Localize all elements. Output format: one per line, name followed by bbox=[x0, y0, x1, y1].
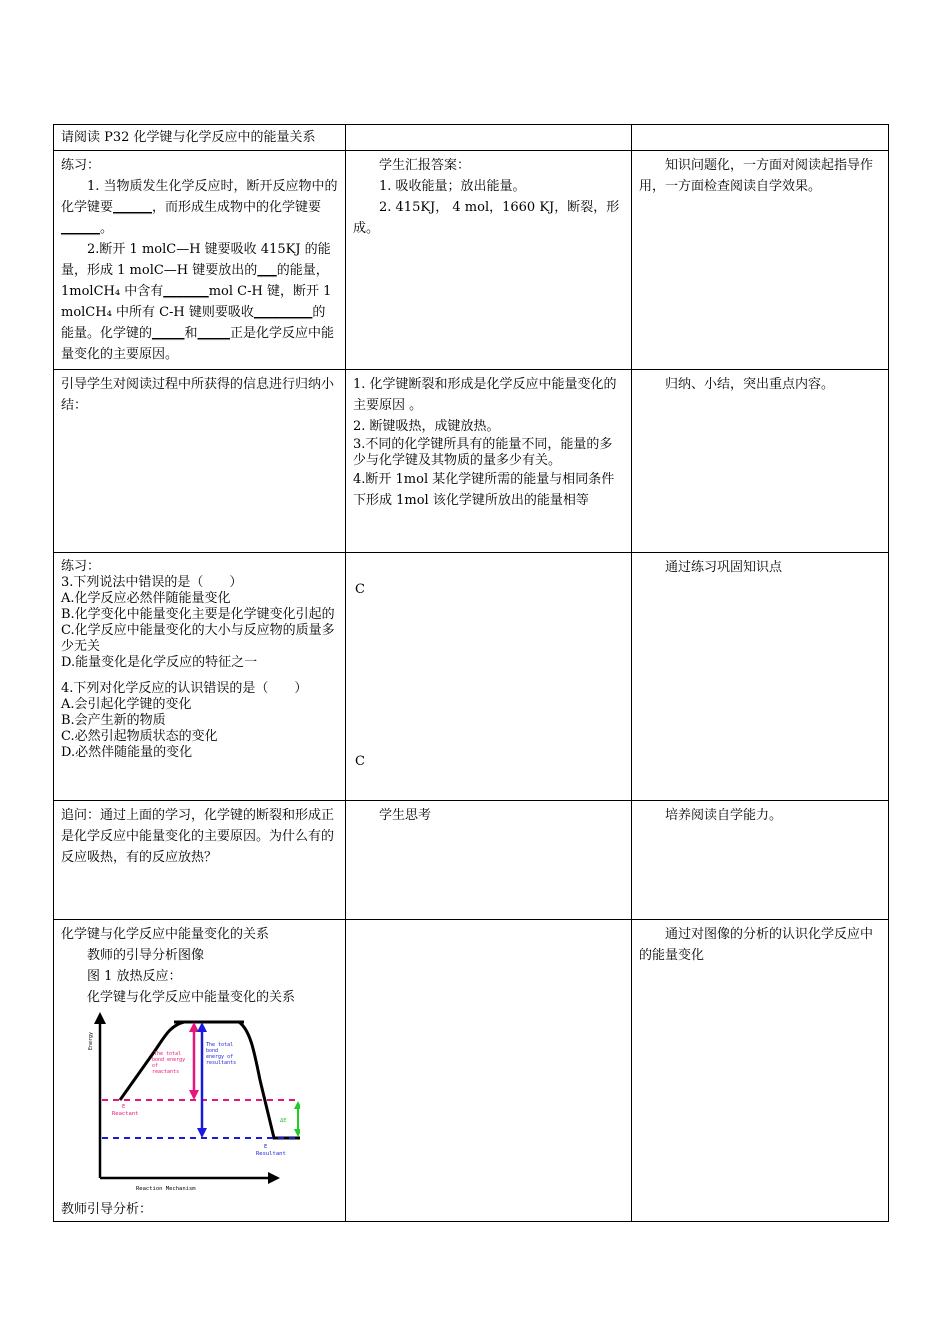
purpose-text: 通过练习巩固知识点 bbox=[665, 560, 783, 575]
q2-text: mol C-H 键，断开 1 molCH₄ 中所有 C-H 键则要吸收 bbox=[61, 284, 332, 320]
multiple-choice-cell bbox=[54, 553, 346, 801]
reading-task-cell bbox=[54, 125, 346, 151]
table-row bbox=[54, 125, 889, 151]
resultant-bond-label: The total bbox=[206, 1042, 234, 1048]
answer-4: C bbox=[355, 754, 365, 769]
purpose-cell bbox=[632, 151, 889, 370]
summary-prompt: 引导学生对阅读过程中所获得的信息进行归纳小结： bbox=[61, 377, 335, 413]
purpose-text: 知识问题化，一方面对阅读起指导作用，一方面检查阅读自学效果。 bbox=[639, 158, 874, 194]
q2-blank: ___ bbox=[257, 263, 277, 278]
purpose-cell bbox=[632, 370, 889, 553]
summary-point-2: 2. 断键吸热，成键放热。 bbox=[353, 419, 500, 434]
q2-text: 的能量。化学键的 bbox=[61, 305, 326, 341]
purpose-text: 归纳、小结，突出重点内容。 bbox=[665, 377, 835, 392]
exercise-cell bbox=[54, 151, 346, 370]
option-b: B.化学变化中能量变化主要是化学键变化引起的 bbox=[61, 607, 335, 622]
reading-task-text: 请阅读 P32 化学键与化学反应中的能量关系 bbox=[61, 130, 316, 145]
question-4: 4.下列对化学反应的认识错误的是（ ） bbox=[61, 681, 308, 696]
exercise-heading: 练习： bbox=[61, 559, 101, 574]
empty-cell bbox=[346, 125, 632, 151]
purpose-text: 通过对图像的分析的认识化学反应中的能量变化 bbox=[639, 927, 874, 963]
answer-1: 1. 吸收能量；放出能量。 bbox=[379, 179, 526, 194]
reactant-label: Reactant bbox=[112, 1111, 139, 1117]
option-c: C.化学反应中能量变化的大小与反应物的质量多少无关 bbox=[61, 623, 335, 654]
q1-text: ，而形成生成物中的化学键要 bbox=[152, 200, 322, 215]
energy-diagram-cell bbox=[54, 920, 346, 1222]
purpose-text: 培养阅读自学能力。 bbox=[665, 808, 783, 823]
q2-blank: _____ bbox=[197, 326, 231, 341]
q1-text: 。 bbox=[100, 221, 114, 236]
option-d: D.必然伴随能量的变化 bbox=[61, 745, 193, 760]
purpose-cell bbox=[632, 920, 889, 1222]
lesson-plan-table bbox=[53, 124, 889, 1222]
reactant-bond-label: of bbox=[152, 1063, 159, 1069]
resultant-label-e: E bbox=[264, 1144, 268, 1150]
option-a: A.会引起化学键的变化 bbox=[61, 697, 192, 712]
student-activity-cell bbox=[346, 801, 632, 920]
exercise-heading: 练习： bbox=[61, 158, 101, 173]
table-row bbox=[54, 553, 889, 801]
summary-point-4: 4.断开 1mol 某化学键所需的能量与相同条件下形成 1mol 该化学键所放出的能量相等 bbox=[353, 472, 615, 508]
summary-point-3: 3.不同的化学键所具有的能量不同，能量的多少与化学键及其物质的量多少有关。 bbox=[353, 437, 613, 468]
answer-2: 2. 415KJ， 4 mol，1660 KJ，断裂，形成。 bbox=[353, 200, 620, 236]
option-a: A.化学反应必然伴随能量变化 bbox=[61, 591, 231, 606]
table-row bbox=[54, 920, 889, 1222]
empty-cell bbox=[346, 920, 632, 1222]
section-title: 化学键与化学反应中能量变化的关系 bbox=[61, 927, 270, 942]
q2-text: 的能量，1molCH₄ 中含有 bbox=[61, 263, 329, 299]
q2-text: 正是化学反应中能量变化的主要原因。 bbox=[61, 326, 335, 362]
answer-heading: 学生汇报答案： bbox=[379, 158, 471, 173]
question-2 bbox=[61, 239, 338, 365]
figure-caption: 图 1 放热反应： bbox=[87, 969, 182, 984]
summary-cell bbox=[346, 370, 632, 553]
followup-question: 追问：通过上面的学习，化学键的断裂和形成正是化学反应中能量变化的主要原因。为什么有的反应吸热，有的反应放热？ bbox=[61, 808, 335, 865]
q1-text: 1. 当物质发生化学反应时，断开反应物中的化学键要 bbox=[61, 179, 338, 215]
purpose-cell bbox=[632, 553, 889, 801]
resultant-label: Resultant bbox=[256, 1151, 286, 1157]
option-b: B.会产生新的物质 bbox=[61, 713, 166, 728]
reactant-bond-label: reactants bbox=[152, 1069, 180, 1075]
option-c: C.必然引起物质状态的变化 bbox=[61, 729, 218, 744]
empty-cell bbox=[632, 125, 889, 151]
q2-blank: _______ bbox=[163, 284, 209, 299]
q1-blank: ______ bbox=[113, 200, 153, 215]
choice-answer-cell bbox=[346, 553, 632, 801]
answer-cell bbox=[346, 151, 632, 370]
q2-blank: _________ bbox=[253, 305, 313, 320]
table-row bbox=[54, 151, 889, 370]
answer-3: C bbox=[355, 582, 365, 597]
energy-diagram bbox=[54, 1010, 300, 1192]
summary-prompt-cell bbox=[54, 370, 346, 553]
x-axis-label: Reaction Mechanism bbox=[136, 1186, 196, 1192]
reactant-bond-label: The total bbox=[154, 1051, 182, 1057]
q2-text: 2.断开 1 molC—H 键要吸收 415KJ 的能量，形成 1 molC—H 键要放出的 bbox=[61, 242, 331, 278]
resultant-bond-label: resultants bbox=[206, 1060, 237, 1066]
guide-line: 教师的引导分析图像 bbox=[87, 948, 205, 963]
student-activity: 学生思考 bbox=[379, 808, 432, 823]
y-axis-label: Energy bbox=[88, 1031, 94, 1050]
reactant-bond-label: bond energy bbox=[152, 1057, 186, 1063]
followup-question-cell bbox=[54, 801, 346, 920]
question-1 bbox=[61, 176, 338, 239]
figure-subtitle: 化学键与化学反应中能量变化的关系 bbox=[87, 990, 296, 1005]
summary-point-1: 1. 化学键断裂和形成是化学反应中能量变化的主要原因 。 bbox=[353, 377, 617, 413]
table-row bbox=[54, 801, 889, 920]
q2-blank: _____ bbox=[152, 326, 185, 341]
resultant-bond-label: energy of bbox=[206, 1054, 234, 1060]
reactant-label-e: E bbox=[122, 1104, 126, 1110]
table-row bbox=[54, 370, 889, 553]
option-d: D.能量变化是化学反应的特征之一 bbox=[61, 655, 258, 670]
delta-energy-label: ΔE bbox=[280, 1118, 287, 1124]
q2-text: 和 bbox=[184, 326, 198, 341]
teacher-analysis-label: 教师引导分析： bbox=[61, 1202, 153, 1217]
purpose-cell bbox=[632, 801, 889, 920]
question-3: 3.下列说法中错误的是（ ） bbox=[61, 575, 243, 590]
resultant-bond-label: bond bbox=[206, 1048, 219, 1054]
q1-blank: ______ bbox=[61, 221, 100, 236]
